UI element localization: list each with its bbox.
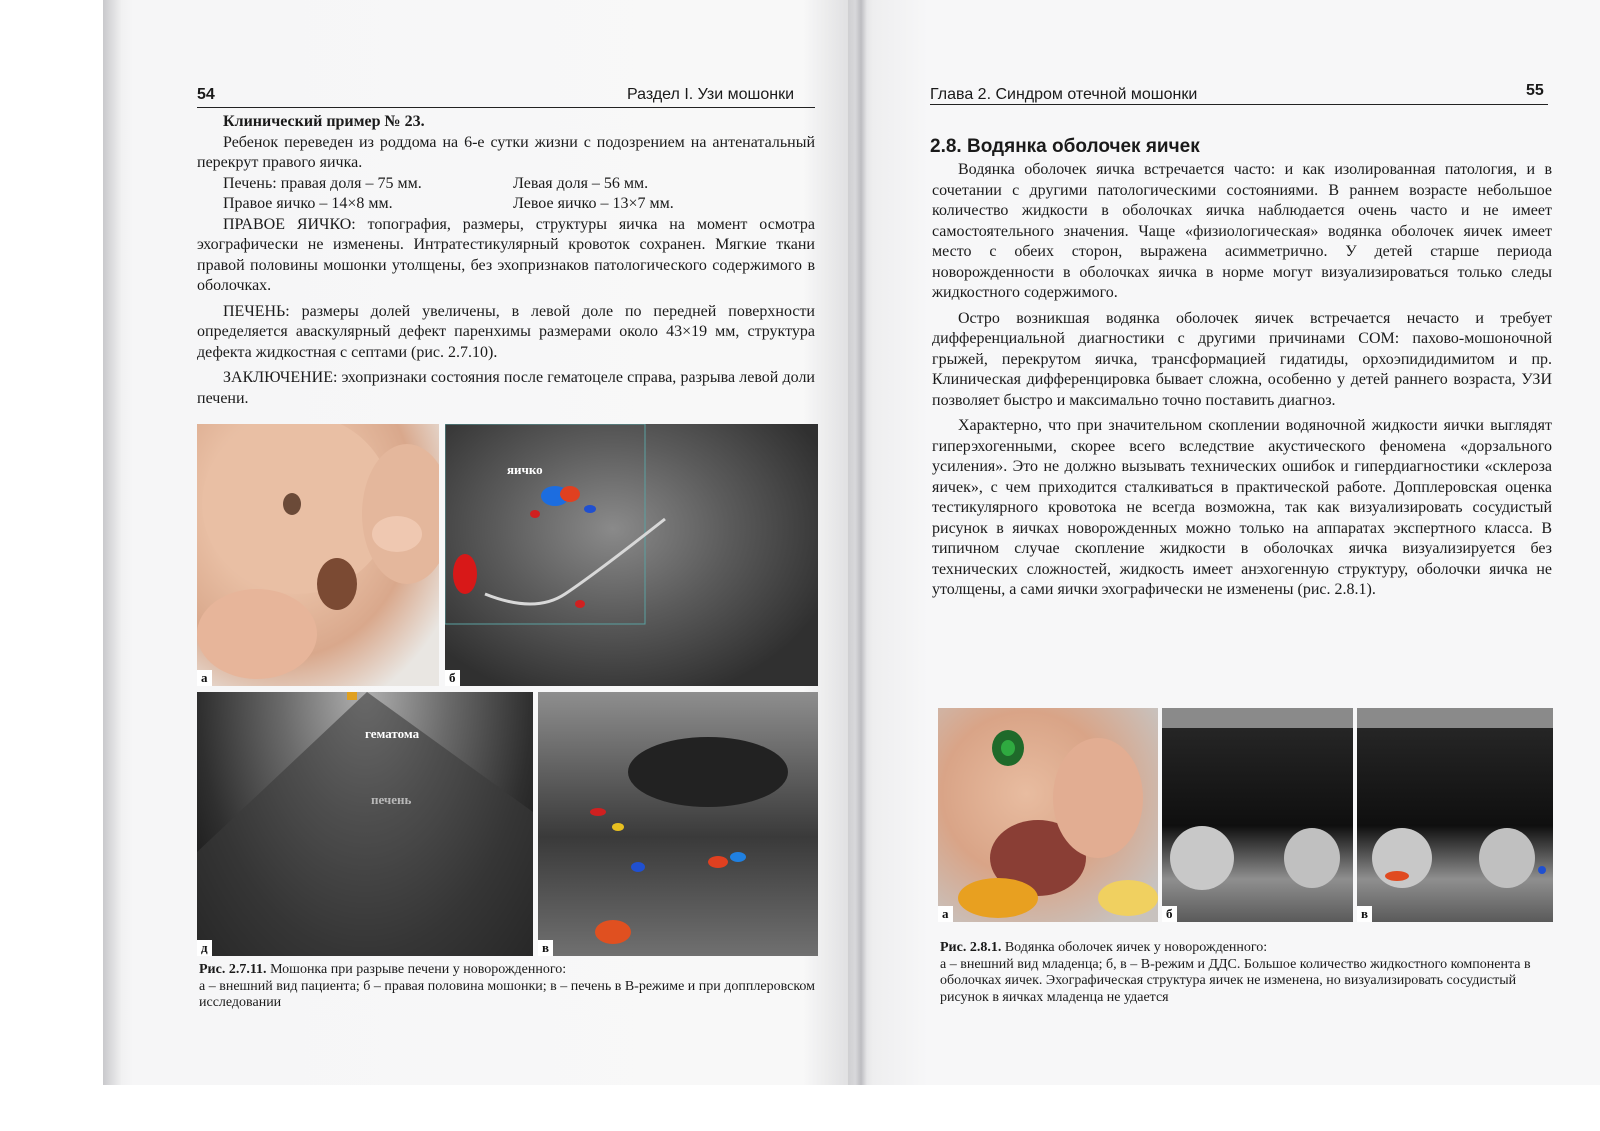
testis-measurements bbox=[197, 194, 815, 215]
left-header-rule bbox=[197, 107, 815, 108]
photo-infant bbox=[938, 708, 1158, 922]
book-gutter bbox=[855, 0, 867, 1085]
panel-label-v-left: в bbox=[538, 940, 553, 956]
caption-label-2-7-11: Рис. 2.7.11. bbox=[199, 962, 267, 977]
panel-label-v-right: в bbox=[1357, 906, 1372, 922]
ultrasound-hydrocele-bmode bbox=[1162, 708, 1353, 922]
panel-label-b-left: б bbox=[445, 670, 460, 686]
liver-findings: ПЕЧЕНЬ: размеры долей увеличены, в левой доле по передней поверхности определяется аваскулярный дефект паренхимы размерами около 43×19 мм, структура дефекта жидкостная с септами (рис. 2.7.10). bbox=[197, 302, 815, 361]
section-title: 2.8. Водянка оболочек яичек bbox=[930, 136, 1200, 157]
conclusion: ЗАКЛЮЧЕНИЕ: эхопризнаки состояния после гематоцеле справа, разрыва левой доли печени. bbox=[197, 369, 815, 407]
liver-left-lobe: Левая доля – 56 мм. bbox=[513, 174, 649, 192]
panel-label-d-left: д bbox=[197, 940, 212, 956]
caption-text-2-8-1: а – внешний вид младенца; б, в – В-режим и ДДС. Большое количество жидкостного компонента в оболочках яичек. Эхографическая структура яичек не изменена, но визуализировать сосудистый рисунок в яичках младенца не удается bbox=[940, 956, 1531, 1005]
doppler-liver-drawing bbox=[538, 692, 818, 956]
right-running-head: Глава 2. Синдром отечной мошонки bbox=[930, 86, 1198, 103]
bmode-hydrocele-drawing bbox=[1162, 708, 1353, 922]
liver-measurements bbox=[197, 174, 815, 195]
us-label-testis: яичко bbox=[507, 462, 543, 477]
ultrasound-hydrocele-doppler bbox=[1357, 708, 1553, 922]
left-figure-caption bbox=[199, 962, 819, 1012]
right-testis-findings: ПРАВОЕ ЯИЧКО: топография, размеры, структуры яичка на момент осмотра эхографически не изменены. Интратестикулярный кровоток сохранен. Мягкие ткани правой половины мошонки утолщены, без эхопризнаков патологического содержимого в оболочках. bbox=[197, 215, 815, 294]
hydrocele-paragraph-3: Характерно, что при значительном скоплении водяночной жидкости яички выглядят гиперэхогенными, скорее всего вследствие акустического феномена «дорзального усиления». Это не должно вызывать технических ошибок и гипердиагностики «склероза яичек», с чем приходится сталкиваться в практической работе. Допплеровская оценка тестикулярного кровотока не всегда возможна, так как визуализировать сосудистый рисунок в яичках новорожденных можно только на аппаратах экспертного класса. В типичном случае скопление жидкости в оболочках яичка визуализируется без технических сложностей, жидкость имеет анэхогенную структуру, оболочки яичка не утолщены, а сами яички эхографически не изменены (рис. 2.8.1). bbox=[932, 417, 1552, 598]
left-body-text bbox=[197, 112, 815, 409]
left-page-number: 54 bbox=[197, 86, 215, 103]
caption-label-2-8-1: Рис. 2.8.1. bbox=[940, 940, 1002, 955]
case-intro: Ребенок переведен из роддома на 6-е сутки жизни с подозрением на антенатальный перекрут правого яичка. bbox=[197, 133, 815, 171]
ultrasound-hematoma-liver bbox=[197, 692, 533, 956]
case-title: Клинический пример № 23. bbox=[223, 113, 425, 130]
ultrasound-liver-doppler bbox=[538, 692, 818, 956]
right-figure-caption bbox=[940, 940, 1560, 1006]
testis-right-size: Правое яичко – 14×8 мм. bbox=[223, 195, 393, 212]
us-label-hematoma: гематома bbox=[365, 726, 420, 741]
left-page-edge bbox=[103, 0, 121, 1085]
panel-label-a-left: а bbox=[197, 670, 212, 686]
panel-label-b-right: б bbox=[1162, 906, 1177, 922]
photo-patient-abdomen bbox=[197, 424, 439, 686]
right-body-text bbox=[932, 160, 1552, 601]
ultrasound-right-scrotum bbox=[445, 424, 818, 686]
left-running-head: Раздел I. Узи мошонки bbox=[627, 86, 795, 103]
patient-photo-drawing bbox=[197, 424, 439, 686]
caption-title-2-7-11: Мошонка при разрыве печени у новорожденного: bbox=[270, 962, 567, 977]
infant-photo-drawing bbox=[938, 708, 1158, 922]
right-page-number: 55 bbox=[1526, 82, 1544, 99]
hydrocele-paragraph-1: Водянка оболочек яичка встречается часто: и как изолированная патология, и в сочетании с другими патологическими состояниями. В раннем возрасте небольшое количество жидкости в оболочках яичка наблюдается очень часто и не имеет самостоятельного значения. Чаще «физиологическая» водянка оболочек яичек имеет место с обеих сторон, выражена асимметрично. У детей старше периода новорожденности в оболочках яичка в норме могут визуализироваться только следы жидкостного содержимого. bbox=[932, 161, 1552, 301]
doppler-hydrocele-drawing bbox=[1357, 708, 1553, 922]
panel-label-a-right: а bbox=[938, 906, 953, 922]
caption-text-2-7-11: а – внешний вид пациента; б – правая половина мошонки; в – печень в В-режиме и при допплеровском исследовании bbox=[199, 978, 815, 1010]
hydrocele-paragraph-2: Остро возникшая водянка оболочек яичек встречается нечасто и требует дифференциальной диагностики с другими причинами СОМ: пахово-мошоночной грыжей, перекрутом яичка, трансформацией гидатиды, орхоэпидидимитом и пр. Клиническая дифференцировка бывает сложна, особенно у детей раннего возраста, УЗИ позволяет быстро и максимально точно поставить диагноз. bbox=[932, 309, 1552, 409]
testis-left-size: Левое яичко – 13×7 мм. bbox=[513, 195, 674, 212]
right-header-rule bbox=[930, 104, 1548, 105]
caption-title-2-8-1: Водянка оболочек яичек у новорожденного: bbox=[1004, 940, 1268, 955]
doppler-scrotum-drawing bbox=[445, 424, 818, 686]
us-label-liver: печень bbox=[371, 792, 412, 807]
liver-right-lobe: Печень: правая доля – 75 мм. bbox=[223, 174, 422, 192]
